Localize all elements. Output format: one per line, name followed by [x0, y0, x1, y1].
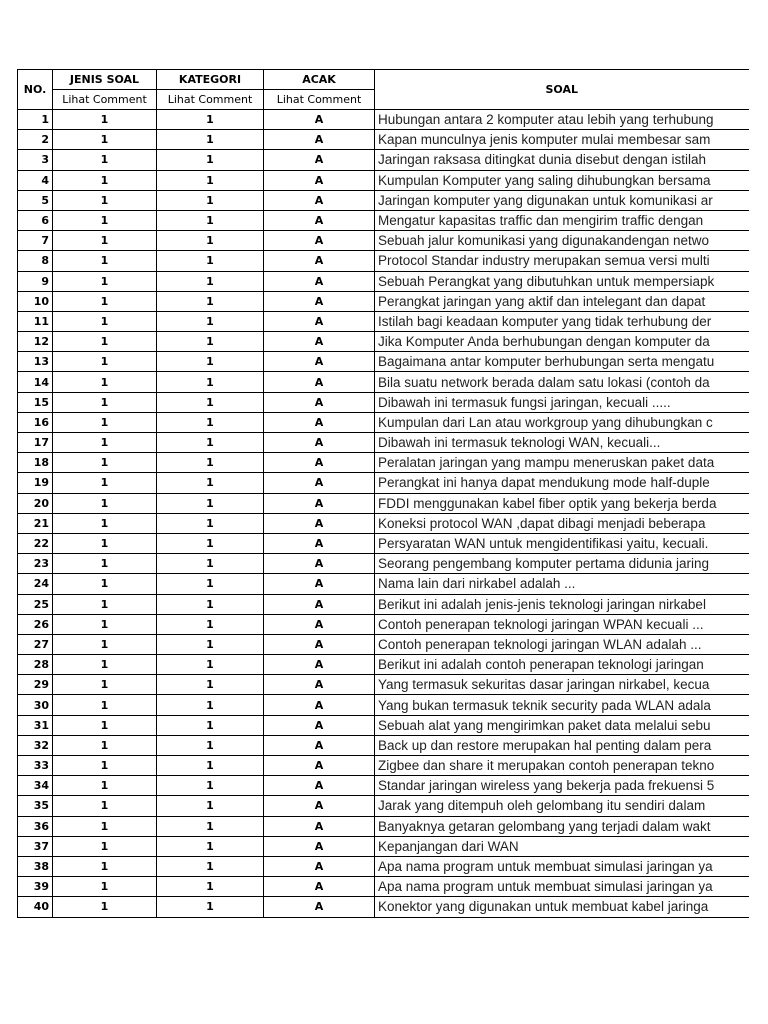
cell-jenis-soal[interactable]: 1 [53, 776, 157, 796]
cell-jenis-soal[interactable]: 1 [53, 836, 157, 856]
table-row [18, 453, 749, 473]
cell-no[interactable]: 16 [18, 412, 53, 432]
table-row [18, 271, 749, 291]
cell-no[interactable]: 29 [18, 675, 53, 695]
cell-jenis-soal[interactable]: 1 [53, 574, 157, 594]
cell-jenis-soal[interactable]: 1 [53, 735, 157, 755]
cell-soal[interactable]: Perangkat jaringan yang aktif dan intelegant dan dapat [375, 291, 749, 311]
table-row [18, 856, 749, 876]
cell-acak[interactable]: A [264, 695, 375, 715]
cell-acak[interactable]: A [264, 392, 375, 412]
cell-acak[interactable]: A [264, 453, 375, 473]
cell-soal[interactable]: Yang termasuk sekuritas dasar jaringan nirkabel, kecua [375, 675, 749, 695]
cell-soal[interactable]: Banyaknya getaran gelombang yang terjadi dalam wakt [375, 816, 749, 836]
cell-soal[interactable]: Mengatur kapasitas traffic dan mengirim traffic dengan [375, 210, 749, 230]
cell-jenis-soal[interactable]: 1 [53, 170, 157, 190]
table-row [18, 655, 749, 675]
cell-acak[interactable]: A [264, 110, 375, 130]
cell-jenis-soal[interactable]: 1 [53, 856, 157, 876]
cell-soal[interactable]: Zigbee dan share it merupakan contoh penerapan tekno [375, 756, 749, 776]
cell-kategori[interactable]: 1 [157, 412, 264, 432]
cell-no[interactable]: 19 [18, 473, 53, 493]
cell-acak[interactable]: A [264, 170, 375, 190]
cell-jenis-soal[interactable]: 1 [53, 796, 157, 816]
cell-kategori[interactable]: 1 [157, 291, 264, 311]
cell-soal[interactable]: Sebuah Perangkat yang dibutuhkan untuk mempersiapk [375, 271, 749, 291]
cell-soal[interactable]: Kumpulan dari Lan atau workgroup yang dihubungkan c [375, 412, 749, 432]
cell-jenis-soal[interactable]: 1 [53, 231, 157, 251]
cell-soal[interactable]: Jarak yang ditempuh oleh gelombang itu sendiri dalam [375, 796, 749, 816]
cell-kategori[interactable]: 1 [157, 574, 264, 594]
cell-acak[interactable]: A [264, 433, 375, 453]
cell-jenis-soal[interactable]: 1 [53, 655, 157, 675]
cell-kategori[interactable]: 1 [157, 796, 264, 816]
table-row [18, 695, 749, 715]
cell-jenis-soal[interactable]: 1 [53, 210, 157, 230]
cell-kategori[interactable]: 1 [157, 493, 264, 513]
cell-kategori[interactable]: 1 [157, 473, 264, 493]
subheader-kategori[interactable]: Lihat Comment [157, 90, 264, 110]
cell-soal[interactable]: Bagaimana antar komputer berhubungan serta mengatu [375, 352, 749, 372]
cell-no[interactable]: 38 [18, 856, 53, 876]
cell-kategori[interactable]: 1 [157, 311, 264, 331]
cell-kategori[interactable]: 1 [157, 130, 264, 150]
cell-kategori[interactable]: 1 [157, 433, 264, 453]
cell-jenis-soal[interactable]: 1 [53, 291, 157, 311]
cell-no[interactable]: 23 [18, 554, 53, 574]
cell-kategori[interactable]: 1 [157, 271, 264, 291]
table-row [18, 715, 749, 735]
cell-soal[interactable]: Kapan munculnya jenis komputer mulai membesar sam [375, 130, 749, 150]
cell-no[interactable]: 24 [18, 574, 53, 594]
table-row [18, 675, 749, 695]
cell-acak[interactable]: A [264, 594, 375, 614]
cell-jenis-soal[interactable]: 1 [53, 614, 157, 634]
table-row [18, 493, 749, 513]
cell-soal[interactable]: Protocol Standar industry merupakan semua versi multi [375, 251, 749, 271]
cell-jenis-soal[interactable]: 1 [53, 271, 157, 291]
table-row [18, 756, 749, 776]
cell-soal[interactable]: Peralatan jaringan yang mampu meneruskan paket data [375, 453, 749, 473]
cell-no[interactable]: 37 [18, 836, 53, 856]
cell-kategori[interactable]: 1 [157, 453, 264, 473]
cell-acak[interactable]: A [264, 554, 375, 574]
table-row [18, 594, 749, 614]
cell-soal[interactable]: Standar jaringan wireless yang bekerja pada frekuensi 5 [375, 776, 749, 796]
cell-kategori[interactable]: 1 [157, 533, 264, 553]
cell-no[interactable]: 28 [18, 655, 53, 675]
cell-no[interactable]: 11 [18, 311, 53, 331]
table-row [18, 352, 749, 372]
table-row [18, 533, 749, 553]
table-row [18, 150, 749, 170]
cell-no[interactable]: 7 [18, 231, 53, 251]
header-kategori: KATEGORI [157, 70, 264, 90]
cell-soal[interactable]: Yang bukan termasuk teknik security pada WLAN adala [375, 695, 749, 715]
cell-soal[interactable]: Koneksi protocol WAN ,dapat dibagi menjadi beberapa [375, 513, 749, 533]
cell-no[interactable]: 3 [18, 150, 53, 170]
cell-jenis-soal[interactable]: 1 [53, 816, 157, 836]
subheader-jenis-soal[interactable]: Lihat Comment [53, 90, 157, 110]
cell-acak[interactable]: A [264, 634, 375, 654]
cell-no[interactable]: 10 [18, 291, 53, 311]
cell-soal[interactable]: Istilah bagi keadaan komputer yang tidak terhubung der [375, 311, 749, 331]
cell-kategori[interactable]: 1 [157, 715, 264, 735]
cell-soal[interactable]: Berikut ini adalah jenis-jenis teknologi jaringan nirkabel [375, 594, 749, 614]
table-row [18, 210, 749, 230]
cell-kategori[interactable]: 1 [157, 735, 264, 755]
cell-acak[interactable]: A [264, 231, 375, 251]
cell-acak[interactable]: A [264, 372, 375, 392]
table-row [18, 291, 749, 311]
table-row [18, 735, 749, 755]
cell-no[interactable]: 4 [18, 170, 53, 190]
table-row [18, 170, 749, 190]
cell-soal[interactable]: Persyaratan WAN untuk mengidentifikasi yaitu, kecuali. [375, 533, 749, 553]
cell-no[interactable]: 14 [18, 372, 53, 392]
table-row [18, 110, 749, 130]
cell-soal[interactable]: Sebuah jalur komunikasi yang digunakandengan netwo [375, 231, 749, 251]
cell-soal[interactable]: Kepanjangan dari WAN [375, 836, 749, 856]
cell-acak[interactable]: A [264, 735, 375, 755]
cell-kategori[interactable]: 1 [157, 614, 264, 634]
cell-jenis-soal[interactable]: 1 [53, 392, 157, 412]
cell-acak[interactable]: A [264, 776, 375, 796]
cell-acak[interactable]: A [264, 836, 375, 856]
cell-no[interactable]: 20 [18, 493, 53, 513]
cell-kategori[interactable]: 1 [157, 352, 264, 372]
cell-kategori[interactable]: 1 [157, 877, 264, 897]
cell-acak[interactable]: A [264, 856, 375, 876]
cell-acak[interactable]: A [264, 756, 375, 776]
cell-acak[interactable]: A [264, 251, 375, 271]
cell-kategori[interactable]: 1 [157, 332, 264, 352]
table-row [18, 614, 749, 634]
cell-jenis-soal[interactable]: 1 [53, 150, 157, 170]
cell-soal[interactable]: FDDI menggunakan kabel fiber optik yang bekerja berda [375, 493, 749, 513]
cell-jenis-soal[interactable]: 1 [53, 352, 157, 372]
cell-kategori[interactable]: 1 [157, 150, 264, 170]
cell-acak[interactable]: A [264, 614, 375, 634]
cell-soal[interactable]: Dibawah ini termasuk fungsi jaringan, kecuali ..... [375, 392, 749, 412]
cell-kategori[interactable]: 1 [157, 634, 264, 654]
cell-no[interactable]: 2 [18, 130, 53, 150]
cell-soal[interactable]: Konektor yang digunakan untuk membuat kabel jaringa [375, 897, 749, 917]
cell-acak[interactable]: A [264, 271, 375, 291]
cell-soal[interactable]: Hubungan antara 2 komputer atau lebih yang terhubung [375, 110, 749, 130]
table-row [18, 433, 749, 453]
table-row [18, 574, 749, 594]
cell-no[interactable]: 21 [18, 513, 53, 533]
cell-acak[interactable]: A [264, 291, 375, 311]
table-row [18, 877, 749, 897]
table-row [18, 816, 749, 836]
cell-jenis-soal[interactable]: 1 [53, 695, 157, 715]
cell-kategori[interactable]: 1 [157, 655, 264, 675]
cell-jenis-soal[interactable]: 1 [53, 110, 157, 130]
cell-kategori[interactable]: 1 [157, 231, 264, 251]
cell-jenis-soal[interactable]: 1 [53, 251, 157, 271]
table-row [18, 251, 749, 271]
cell-acak[interactable]: A [264, 877, 375, 897]
cell-jenis-soal[interactable]: 1 [53, 311, 157, 331]
cell-kategori[interactable]: 1 [157, 513, 264, 533]
table-row [18, 332, 749, 352]
table-row [18, 897, 749, 917]
cell-acak[interactable]: A [264, 210, 375, 230]
cell-soal[interactable]: Kumpulan Komputer yang saling dihubungkan bersama [375, 170, 749, 190]
cell-jenis-soal[interactable]: 1 [53, 897, 157, 917]
cell-soal[interactable]: Berikut ini adalah contoh penerapan teknologi jaringan [375, 655, 749, 675]
cell-soal[interactable]: Contoh penerapan teknologi jaringan WLAN adalah ... [375, 634, 749, 654]
cell-acak[interactable]: A [264, 513, 375, 533]
cell-acak[interactable]: A [264, 675, 375, 695]
cell-acak[interactable]: A [264, 816, 375, 836]
cell-jenis-soal[interactable]: 1 [53, 634, 157, 654]
cell-soal[interactable]: Jika Komputer Anda berhubungan dengan komputer da [375, 332, 749, 352]
cell-soal[interactable]: Back up dan restore merupakan hal penting dalam pera [375, 735, 749, 755]
cell-jenis-soal[interactable]: 1 [53, 715, 157, 735]
question-sheet [17, 69, 748, 918]
table-row [18, 130, 749, 150]
cell-acak[interactable]: A [264, 473, 375, 493]
table-row [18, 554, 749, 574]
cell-soal[interactable]: Seorang pengembang komputer pertama didunia jaring [375, 554, 749, 574]
cell-jenis-soal[interactable]: 1 [53, 372, 157, 392]
cell-no[interactable]: 6 [18, 210, 53, 230]
cell-jenis-soal[interactable]: 1 [53, 190, 157, 210]
cell-soal[interactable]: Nama lain dari nirkabel adalah ... [375, 574, 749, 594]
cell-acak[interactable]: A [264, 715, 375, 735]
cell-jenis-soal[interactable]: 1 [53, 756, 157, 776]
cell-acak[interactable]: A [264, 332, 375, 352]
cell-acak[interactable]: A [264, 150, 375, 170]
cell-kategori[interactable]: 1 [157, 210, 264, 230]
cell-soal[interactable]: Dibawah ini termasuk teknologi WAN, kecuali... [375, 433, 749, 453]
cell-no[interactable]: 27 [18, 634, 53, 654]
question-table [17, 69, 749, 918]
cell-kategori[interactable]: 1 [157, 251, 264, 271]
cell-jenis-soal[interactable]: 1 [53, 412, 157, 432]
cell-kategori[interactable]: 1 [157, 110, 264, 130]
cell-no[interactable]: 32 [18, 735, 53, 755]
cell-no[interactable]: 30 [18, 695, 53, 715]
cell-no[interactable]: 8 [18, 251, 53, 271]
cell-no[interactable]: 13 [18, 352, 53, 372]
table-row [18, 796, 749, 816]
cell-jenis-soal[interactable]: 1 [53, 473, 157, 493]
cell-kategori[interactable]: 1 [157, 675, 264, 695]
cell-acak[interactable]: A [264, 655, 375, 675]
cell-acak[interactable]: A [264, 796, 375, 816]
table-row [18, 190, 749, 210]
cell-acak[interactable]: A [264, 130, 375, 150]
cell-kategori[interactable]: 1 [157, 594, 264, 614]
cell-kategori[interactable]: 1 [157, 776, 264, 796]
subheader-acak[interactable]: Lihat Comment [264, 90, 375, 110]
cell-acak[interactable]: A [264, 412, 375, 432]
table-row [18, 776, 749, 796]
cell-no[interactable]: 40 [18, 897, 53, 917]
cell-no[interactable]: 39 [18, 877, 53, 897]
table-row [18, 634, 749, 654]
header-row [18, 70, 749, 90]
cell-jenis-soal[interactable]: 1 [53, 594, 157, 614]
table-row [18, 473, 749, 493]
cell-no[interactable]: 17 [18, 433, 53, 453]
header-no: NO. [18, 70, 53, 110]
cell-soal[interactable]: Sebuah alat yang mengirimkan paket data melalui sebu [375, 715, 749, 735]
cell-jenis-soal[interactable]: 1 [53, 453, 157, 473]
cell-jenis-soal[interactable]: 1 [53, 877, 157, 897]
table-body [18, 110, 749, 918]
table-row [18, 836, 749, 856]
cell-acak[interactable]: A [264, 533, 375, 553]
cell-acak[interactable]: A [264, 493, 375, 513]
cell-no[interactable]: 31 [18, 715, 53, 735]
cell-kategori[interactable]: 1 [157, 372, 264, 392]
cell-no[interactable]: 18 [18, 453, 53, 473]
cell-jenis-soal[interactable]: 1 [53, 130, 157, 150]
cell-kategori[interactable]: 1 [157, 554, 264, 574]
cell-soal[interactable]: Jaringan raksasa ditingkat dunia disebut dengan istilah [375, 150, 749, 170]
cell-no[interactable]: 22 [18, 533, 53, 553]
cell-kategori[interactable]: 1 [157, 170, 264, 190]
table-row [18, 231, 749, 251]
cell-kategori[interactable]: 1 [157, 836, 264, 856]
header-jenis-soal: JENIS SOAL [53, 70, 157, 90]
cell-soal[interactable]: Contoh penerapan teknologi jaringan WPAN kecuali ... [375, 614, 749, 634]
cell-kategori[interactable]: 1 [157, 897, 264, 917]
table-row [18, 392, 749, 412]
cell-soal[interactable]: Apa nama program untuk membuat simulasi jaringan ya [375, 856, 749, 876]
table-row [18, 412, 749, 432]
cell-no[interactable]: 26 [18, 614, 53, 634]
cell-no[interactable]: 9 [18, 271, 53, 291]
cell-acak[interactable]: A [264, 897, 375, 917]
cell-kategori[interactable]: 1 [157, 816, 264, 836]
cell-no[interactable]: 15 [18, 392, 53, 412]
cell-jenis-soal[interactable]: 1 [53, 493, 157, 513]
cell-no[interactable]: 35 [18, 796, 53, 816]
table-row [18, 513, 749, 533]
cell-kategori[interactable]: 1 [157, 392, 264, 412]
cell-no[interactable]: 1 [18, 110, 53, 130]
cell-soal[interactable]: Perangkat ini hanya dapat mendukung mode half-duple [375, 473, 749, 493]
cell-acak[interactable]: A [264, 311, 375, 331]
cell-soal[interactable]: Apa nama program untuk membuat simulasi jaringan ya [375, 877, 749, 897]
cell-jenis-soal[interactable]: 1 [53, 554, 157, 574]
cell-no[interactable]: 33 [18, 756, 53, 776]
cell-acak[interactable]: A [264, 190, 375, 210]
cell-jenis-soal[interactable]: 1 [53, 513, 157, 533]
cell-kategori[interactable]: 1 [157, 756, 264, 776]
cell-no[interactable]: 36 [18, 816, 53, 836]
cell-soal[interactable]: Bila suatu network berada dalam satu lokasi (contoh da [375, 372, 749, 392]
cell-kategori[interactable]: 1 [157, 190, 264, 210]
cell-jenis-soal[interactable]: 1 [53, 675, 157, 695]
cell-no[interactable]: 12 [18, 332, 53, 352]
cell-no[interactable]: 5 [18, 190, 53, 210]
cell-jenis-soal[interactable]: 1 [53, 433, 157, 453]
cell-acak[interactable]: A [264, 574, 375, 594]
cell-no[interactable]: 25 [18, 594, 53, 614]
table-row [18, 311, 749, 331]
header-acak: ACAK [264, 70, 375, 90]
cell-acak[interactable]: A [264, 352, 375, 372]
header-soal: SOAL [375, 70, 749, 110]
cell-kategori[interactable]: 1 [157, 695, 264, 715]
cell-no[interactable]: 34 [18, 776, 53, 796]
table-row [18, 372, 749, 392]
cell-jenis-soal[interactable]: 1 [53, 332, 157, 352]
cell-kategori[interactable]: 1 [157, 856, 264, 876]
cell-jenis-soal[interactable]: 1 [53, 533, 157, 553]
cell-soal[interactable]: Jaringan komputer yang digunakan untuk komunikasi ar [375, 190, 749, 210]
